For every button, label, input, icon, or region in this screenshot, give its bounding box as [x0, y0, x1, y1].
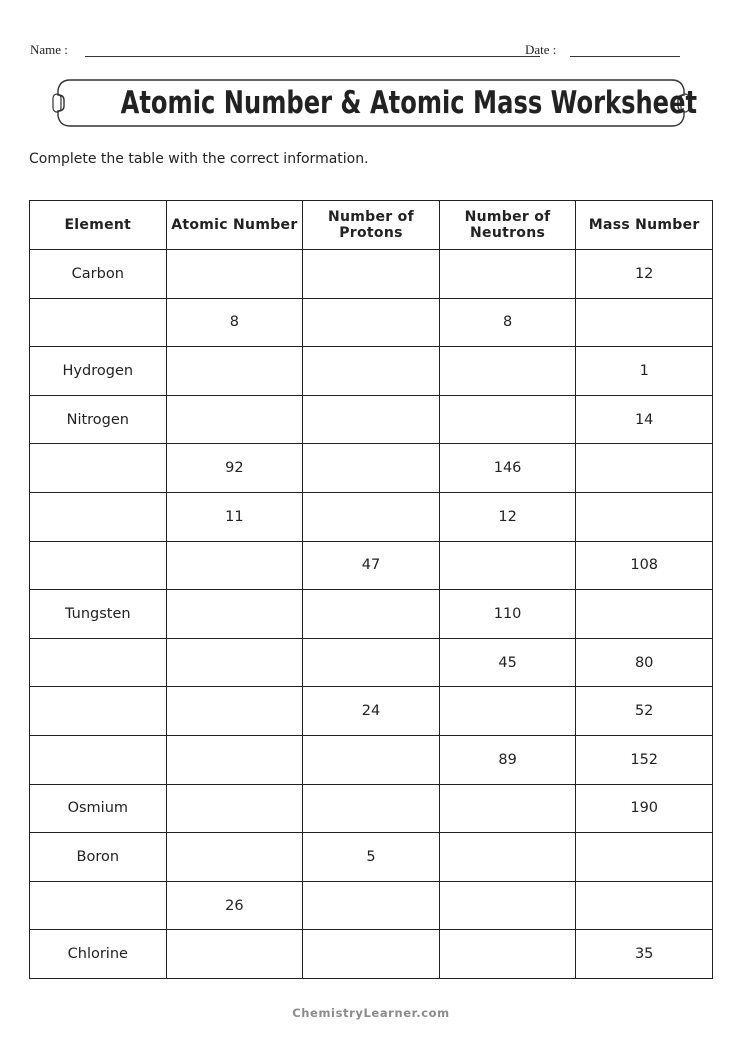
given-value-cell: 89	[439, 735, 576, 784]
given-value-cell: Tungsten	[30, 590, 167, 639]
table-header-row	[30, 201, 713, 250]
blank-answer-cell[interactable]	[30, 881, 167, 930]
given-value-cell: Osmium	[30, 784, 167, 833]
given-value-cell: 35	[576, 930, 713, 979]
table-row	[30, 541, 713, 590]
blank-answer-cell[interactable]	[166, 930, 303, 979]
blank-answer-cell[interactable]	[166, 833, 303, 882]
given-value-cell: Carbon	[30, 250, 167, 299]
blank-answer-cell[interactable]	[303, 590, 440, 639]
blank-answer-cell[interactable]	[576, 444, 713, 493]
name-field-line[interactable]	[85, 56, 540, 57]
table-row	[30, 250, 713, 299]
given-value-cell: Chlorine	[30, 930, 167, 979]
blank-answer-cell[interactable]	[303, 395, 440, 444]
column-header: Atomic Number	[166, 201, 303, 250]
table-row	[30, 590, 713, 639]
given-value-cell: 110	[439, 590, 576, 639]
table-row	[30, 784, 713, 833]
column-header: Mass Number	[576, 201, 713, 250]
blank-answer-cell[interactable]	[30, 541, 167, 590]
blank-answer-cell[interactable]	[303, 492, 440, 541]
table-row	[30, 735, 713, 784]
table-row	[30, 833, 713, 882]
given-value-cell: 45	[439, 638, 576, 687]
blank-answer-cell[interactable]	[303, 784, 440, 833]
given-value-cell: 26	[166, 881, 303, 930]
given-value-cell: 52	[576, 687, 713, 736]
given-value-cell: 80	[576, 638, 713, 687]
table-row	[30, 347, 713, 396]
worksheet-table	[29, 200, 713, 979]
blank-answer-cell[interactable]	[166, 347, 303, 396]
blank-answer-cell[interactable]	[439, 395, 576, 444]
title-banner	[50, 78, 698, 128]
given-value-cell: 108	[576, 541, 713, 590]
table-row	[30, 395, 713, 444]
blank-answer-cell[interactable]	[30, 492, 167, 541]
given-value-cell: Hydrogen	[30, 347, 167, 396]
given-value-cell: 5	[303, 833, 440, 882]
blank-answer-cell[interactable]	[166, 250, 303, 299]
blank-answer-cell[interactable]	[30, 687, 167, 736]
blank-answer-cell[interactable]	[439, 784, 576, 833]
blank-answer-cell[interactable]	[576, 881, 713, 930]
blank-answer-cell[interactable]	[30, 298, 167, 347]
column-header: Number of Neutrons	[439, 201, 576, 250]
blank-answer-cell[interactable]	[439, 250, 576, 299]
given-value-cell: 12	[576, 250, 713, 299]
blank-answer-cell[interactable]	[303, 347, 440, 396]
given-value-cell: 190	[576, 784, 713, 833]
blank-answer-cell[interactable]	[303, 930, 440, 979]
table-row	[30, 444, 713, 493]
blank-answer-cell[interactable]	[439, 930, 576, 979]
worksheet-title: Atomic Number & Atomic Mass Worksheet	[120, 85, 698, 121]
blank-answer-cell[interactable]	[166, 541, 303, 590]
instructions: Complete the table with the correct information.	[29, 151, 369, 167]
blank-answer-cell[interactable]	[439, 541, 576, 590]
blank-answer-cell[interactable]	[576, 492, 713, 541]
given-value-cell: 146	[439, 444, 576, 493]
blank-answer-cell[interactable]	[166, 687, 303, 736]
blank-answer-cell[interactable]	[576, 833, 713, 882]
column-header: Number of Protons	[303, 201, 440, 250]
given-value-cell: 8	[166, 298, 303, 347]
given-value-cell: Nitrogen	[30, 395, 167, 444]
given-value-cell: 11	[166, 492, 303, 541]
blank-answer-cell[interactable]	[303, 250, 440, 299]
given-value-cell: 12	[439, 492, 576, 541]
blank-answer-cell[interactable]	[166, 395, 303, 444]
given-value-cell: Boron	[30, 833, 167, 882]
given-value-cell: 24	[303, 687, 440, 736]
table-row	[30, 638, 713, 687]
given-value-cell: 47	[303, 541, 440, 590]
table-row	[30, 881, 713, 930]
blank-answer-cell[interactable]	[576, 590, 713, 639]
name-date-row	[30, 40, 690, 60]
footer-brand: ChemistryLearner.com	[292, 1006, 450, 1020]
blank-answer-cell[interactable]	[303, 298, 440, 347]
given-value-cell: 92	[166, 444, 303, 493]
given-value-cell: 1	[576, 347, 713, 396]
column-header: Element	[30, 201, 167, 250]
table-row	[30, 930, 713, 979]
date-label: Date :	[525, 42, 557, 57]
blank-answer-cell[interactable]	[166, 784, 303, 833]
blank-answer-cell[interactable]	[439, 687, 576, 736]
blank-answer-cell[interactable]	[576, 298, 713, 347]
blank-answer-cell[interactable]	[30, 638, 167, 687]
table-row	[30, 298, 713, 347]
given-value-cell: 152	[576, 735, 713, 784]
given-value-cell: 14	[576, 395, 713, 444]
blank-answer-cell[interactable]	[303, 881, 440, 930]
date-field-line[interactable]	[570, 56, 680, 57]
blank-answer-cell[interactable]	[166, 735, 303, 784]
blank-answer-cell[interactable]	[30, 735, 167, 784]
blank-answer-cell[interactable]	[166, 638, 303, 687]
blank-answer-cell[interactable]	[303, 444, 440, 493]
table-row	[30, 492, 713, 541]
given-value-cell: 8	[439, 298, 576, 347]
blank-answer-cell[interactable]	[439, 347, 576, 396]
name-label: Name :	[30, 42, 68, 57]
blank-answer-cell[interactable]	[30, 444, 167, 493]
blank-answer-cell[interactable]	[303, 735, 440, 784]
table-row	[30, 687, 713, 736]
blank-answer-cell[interactable]	[439, 833, 576, 882]
blank-answer-cell[interactable]	[166, 590, 303, 639]
blank-answer-cell[interactable]	[439, 881, 576, 930]
blank-answer-cell[interactable]	[303, 638, 440, 687]
